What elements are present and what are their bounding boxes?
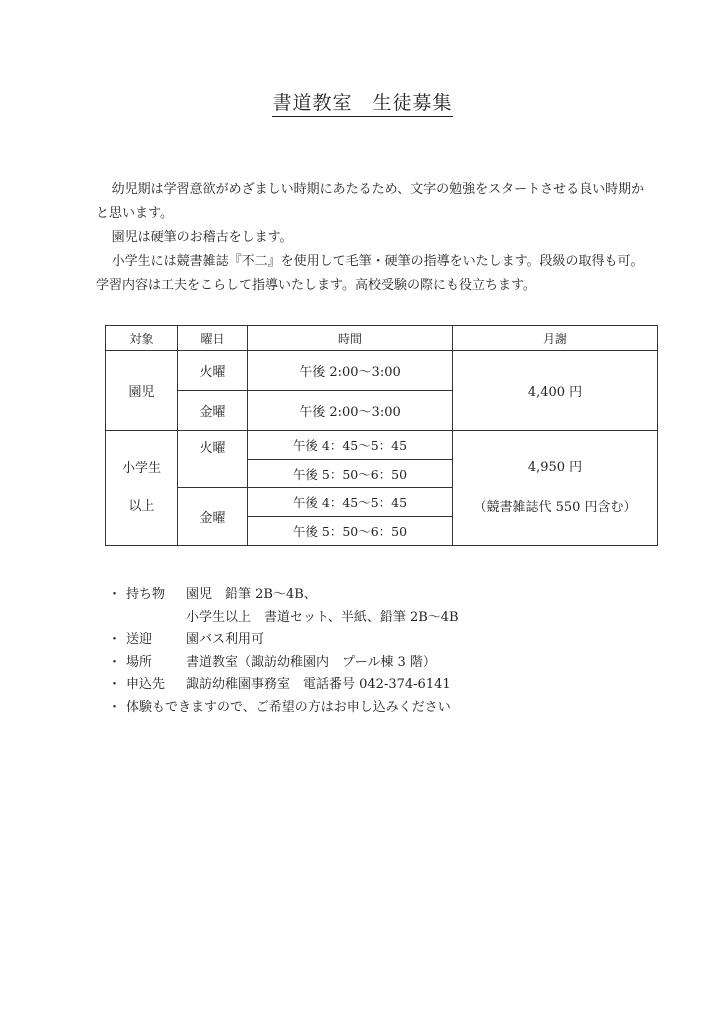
list-item xyxy=(108,652,668,675)
header-fee: 月謝 xyxy=(453,326,658,351)
list-item-continuation xyxy=(108,607,668,630)
list-item xyxy=(108,697,668,720)
day-cell: 金曜 xyxy=(178,488,248,546)
time-cell: 午後 5：50～6：50 xyxy=(248,517,453,546)
info-value: 園バス利用可 xyxy=(186,632,265,647)
fee-kindergarten: 4,400 円 xyxy=(453,351,658,431)
page-title-text: 書道教室 生徒募集 xyxy=(272,92,452,117)
info-label: 申込先 xyxy=(126,677,166,692)
info-label: 場所 xyxy=(126,654,153,670)
bullet: ・ xyxy=(108,699,122,715)
time-cell: 午後 2:00～3:00 xyxy=(248,351,453,391)
info-value: 諏訪幼稚園事務室 電話番号 042-374-6141 xyxy=(186,677,451,692)
info-list xyxy=(108,584,668,719)
bullet: ・ xyxy=(108,677,122,692)
header-day: 曜日 xyxy=(178,326,248,351)
target-kindergarten: 園児 xyxy=(106,351,178,431)
header-time: 時間 xyxy=(248,326,453,351)
day-cell: 火曜 xyxy=(178,431,248,488)
info-value: 書道教室（諏訪幼稚園内 プール棟 3 階） xyxy=(186,654,436,670)
time-cell: 午後 4：45～5：45 xyxy=(248,431,453,460)
time-cell: 午後 2:00～3:00 xyxy=(248,391,453,431)
schedule-table xyxy=(105,325,658,546)
table-row xyxy=(106,431,658,460)
page-title xyxy=(0,88,725,115)
target-elementary xyxy=(106,431,178,546)
bullet: ・ xyxy=(108,654,122,670)
fee-elementary-note: （競書雑誌代 550 円含む） xyxy=(473,500,637,515)
trial-note: 体験もできますので、ご希望の方はお申し込みください xyxy=(126,699,451,715)
day-cell: 火曜 xyxy=(178,351,248,391)
header-target: 対象 xyxy=(106,326,178,351)
intro-text xyxy=(96,178,652,298)
time-cell: 午後 5：50～6：50 xyxy=(248,459,453,488)
list-item xyxy=(108,674,668,697)
fee-elementary-amount: 4,950 円 xyxy=(527,460,583,475)
table-row xyxy=(106,351,658,391)
info-value: 小学生以上 書道セット、半紙、鉛筆 2B～4B xyxy=(186,609,459,625)
table-header-row xyxy=(106,326,658,351)
list-item xyxy=(108,629,668,652)
target-elementary-line1: 小学生 xyxy=(121,461,161,476)
info-value: 園児 鉛筆 2B～4B、 xyxy=(186,587,317,602)
list-item xyxy=(108,584,668,607)
target-elementary-line2: 以上 xyxy=(128,499,155,514)
fee-elementary xyxy=(453,431,658,546)
time-cell: 午後 4：45～5：45 xyxy=(248,488,453,517)
bullet: ・ xyxy=(108,632,122,647)
info-label: 送迎 xyxy=(126,632,153,647)
intro-paragraph: 園児は硬筆のお稽古をします。 xyxy=(111,230,293,245)
info-label: 持ち物 xyxy=(126,587,166,602)
day-cell: 金曜 xyxy=(178,391,248,431)
intro-paragraph: 小学生には競書雑誌『不二』を使用して毛筆・硬筆の指導をいたします。段級の取得も可。学習内容は工夫をこらして指導いたします。高校受験の際にも役立ちます。 xyxy=(96,254,644,293)
intro-paragraph: 幼児期は学習意欲がめざましい時期にあたるため、文字の勉強をスタートさせる良い時期かと思います。 xyxy=(96,182,645,221)
bullet: ・ xyxy=(108,587,122,602)
